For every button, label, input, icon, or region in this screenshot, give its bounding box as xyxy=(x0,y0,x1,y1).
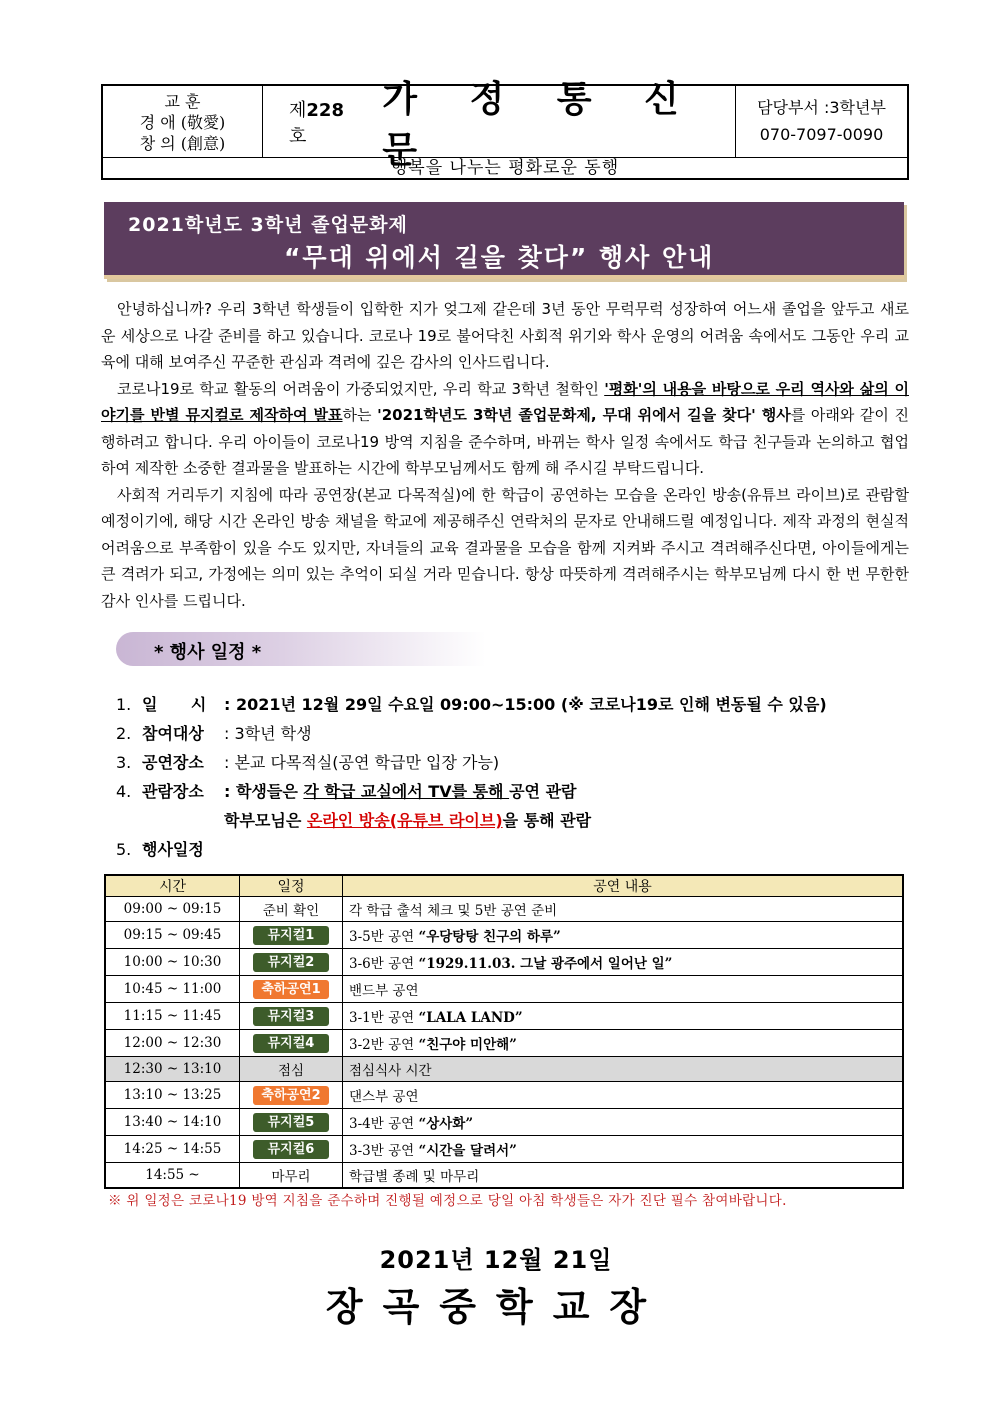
schedule-event xyxy=(240,976,343,1003)
schedule-content xyxy=(343,1030,904,1057)
schedule-event xyxy=(240,1136,343,1163)
info-viewing-parents: 학부모님은 온라인 방송(유튜브 라이브)을 통해 관람 xyxy=(224,811,592,830)
content-text: 3-5반 공연 xyxy=(349,929,419,945)
schedule-time: 13:10 ~ 13:25 xyxy=(105,1082,240,1109)
event-tag: 뮤지컬2 xyxy=(253,953,329,972)
performance-title: “시간을 달려서” xyxy=(418,1143,517,1159)
content-text: 3-1반 공연 xyxy=(349,1010,419,1026)
schedule-time: 11:15 ~ 11:45 xyxy=(105,1003,240,1030)
department-info xyxy=(735,86,907,157)
schedule-content xyxy=(343,976,904,1003)
table-row xyxy=(105,976,903,1003)
performance-title: “상사화” xyxy=(418,1116,474,1132)
motto-title: 교 훈 xyxy=(164,92,201,111)
schedule-time: 13:40 ~ 14:10 xyxy=(105,1109,240,1136)
banner-subtitle: 2021학년도 3학년 졸업문화제 xyxy=(128,214,408,236)
schedule-content xyxy=(343,897,904,922)
table-row xyxy=(105,1057,903,1082)
school-slogan: 행복을 나누는 평화로운 동행 xyxy=(103,157,907,179)
event-tag: 축하공연2 xyxy=(253,1086,329,1105)
schedule-time: 12:30 ~ 13:10 xyxy=(105,1057,240,1082)
event-tag: 뮤지컬4 xyxy=(253,1034,329,1053)
info-schedule: 5. 행사일정 xyxy=(116,840,204,859)
content-text: 점심식사 시간 xyxy=(349,1063,432,1079)
info-viewing: 4. 관람장소 : 학생들은 각 학급 교실에서 TV를 통해 공연 관람 xyxy=(116,782,577,801)
schedule-content xyxy=(343,949,904,976)
schedule-event xyxy=(240,922,343,949)
schedule-event xyxy=(240,1109,343,1136)
event-banner xyxy=(104,202,904,279)
performance-title: “LALA LAND” xyxy=(418,1010,523,1026)
info-participants: 2. 참여대상 : 3학년 학생 xyxy=(116,724,312,743)
event-tag: 축하공연1 xyxy=(253,980,329,999)
schedule-content xyxy=(343,1057,904,1082)
motto-line-1: 경 애 (敬愛) xyxy=(139,113,226,132)
event-tag: 뮤지컬6 xyxy=(253,1140,329,1159)
schedule-content xyxy=(343,1082,904,1109)
banner-title: “무대 위에서 길을 찾다” 행사 안내 xyxy=(284,243,715,272)
table-row xyxy=(105,1030,903,1057)
letter-body xyxy=(101,296,909,614)
newsletter-title: 가 정 통 신 문 xyxy=(382,77,699,171)
schedule-time: 10:00 ~ 10:30 xyxy=(105,949,240,976)
table-row xyxy=(105,897,903,922)
table-row xyxy=(105,1003,903,1030)
paragraph-1: 안녕하십니까? 우리 3학년 학생들이 입학한 지가 엊그제 같은데 3년 동안 무럭무럭 성장하여 어느새 졸업을 앞두고 새로운 세상으로 나갈 준비를 하고 있습니다. 코로나 19로 불어닥친 사회적 위기와 학사 운영의 어려움 속에서도 그동안 우리 교육에 대해 보여주신 꾸준한 관심과 격려에 깊은 감사의 인사드립니다. xyxy=(101,300,909,371)
schedule-event: 점심 xyxy=(240,1057,343,1082)
schedule-note: ※ 위 일정은 코로나19 방역 지침을 준수하며 진행될 예정으로 당일 아침 학생들은 자가 진단 필수 참여바랍니다. xyxy=(108,1193,787,1209)
content-text: 3-3반 공연 xyxy=(349,1143,419,1159)
department-phone: 070-7097-0090 xyxy=(759,125,884,144)
schedule-table xyxy=(104,874,904,1189)
department-name: 담당부서 :3학년부 xyxy=(757,98,886,117)
col-content: 공연 내용 xyxy=(343,875,904,897)
motto-line-2: 창 의 (創意) xyxy=(139,134,226,153)
schedule-time: 09:00 ~ 09:15 xyxy=(105,897,240,922)
school-motto xyxy=(103,86,263,157)
table-row xyxy=(105,1163,903,1189)
table-row xyxy=(105,1109,903,1136)
schedule-content xyxy=(343,1109,904,1136)
paragraph-3: 사회적 거리두기 지침에 따라 공연장(본교 다목적실)에 한 학급이 공연하는 모습을 온라인 방송(유튜브 라이브)로 관람할 예정이기에, 해당 시간 온라인 방송 채널을 학교에 제공해주신 연락처의 문자로 안내해드릴 예정입니다. 제작 과정의 현실적 어려움으로 부족함이 있을 수도 있지만, 자녀들의 교육 결과물을 모습을 함께 지켜봐 주시고 격려해주신다면, 아이들에게는 큰 격려가 되고, 가정에는 의미 있는 추억이 되실 거라 믿습니다. 항상 따뜻하게 격려해주시는 학부모님께 다시 한 번 무한한 감사 인사를 드립니다. xyxy=(101,485,909,610)
performance-title: “친구야 미안해” xyxy=(418,1037,517,1053)
event-tag: 뮤지컬5 xyxy=(253,1113,329,1132)
col-event: 일정 xyxy=(240,875,343,897)
schedule-event xyxy=(240,1003,343,1030)
table-header-row xyxy=(105,875,903,897)
performance-title: “우당탕탕 친구의 하루” xyxy=(418,929,561,945)
schedule-content xyxy=(343,1003,904,1030)
schedule-content xyxy=(343,1163,904,1189)
content-text: 각 학급 출석 체크 및 5반 공연 준비 xyxy=(349,903,558,919)
schedule-event: 마무리 xyxy=(240,1163,343,1189)
newsletter-header xyxy=(101,77,909,180)
event-tag: 뮤지컬1 xyxy=(253,926,329,945)
content-text: 학급별 종례 및 마무리 xyxy=(349,1169,480,1185)
table-row xyxy=(105,949,903,976)
info-date: 1. 일 시 : 2021년 12월 29일 수요일 09:00~15:00 (※ 코로나19로 인해 변동될 수 있음) xyxy=(116,695,827,714)
event-info-list xyxy=(116,690,827,864)
table-row xyxy=(105,1136,903,1163)
schedule-event xyxy=(240,949,343,976)
issue-number: 제228호 xyxy=(289,99,344,147)
event-tag: 뮤지컬3 xyxy=(253,1007,329,1026)
schedule-content xyxy=(343,1136,904,1163)
paragraph-2: 코로나19로 학교 활동의 어려움이 가중되었지만, 우리 학교 3학년 철학인 '평화'의 내용을 바탕으로 우리 역사와 삶의 이야기를 반별 뮤지컬로 제작하여 발표하는 '2021학년도 3학년 졸업문화제, 무대 위에서 길을 찾다' 행사를 아래와 같이 진행하려고 합니다. 우리 아이들이 코로나19 방역 지침을 준수하며, 바뀌는 학사 일정 속에서도 학급 친구들과 논의하고 협업하여 제작한 소중한 결과물을 발표하는 시간에 학부모님께서도 함께 해 주시길 부탁드립니다. xyxy=(101,379,909,477)
issue-date: 2021년 12월 21일 xyxy=(379,1246,613,1274)
info-venue: 3. 공연장소 : 본교 다목적실(공연 학급만 입장 가능) xyxy=(116,753,500,772)
content-text: 댄스부 공연 xyxy=(349,1089,419,1105)
col-time: 시간 xyxy=(105,875,240,897)
content-text: 3-4반 공연 xyxy=(349,1116,419,1132)
schedule-time: 14:25 ~ 14:55 xyxy=(105,1136,240,1163)
table-row xyxy=(105,1082,903,1109)
principal-signature: 장곡중학교장 xyxy=(325,1285,667,1329)
schedule-event: 준비 확인 xyxy=(240,897,343,922)
schedule-time: 12:00 ~ 12:30 xyxy=(105,1030,240,1057)
section-title: * 행사 일정 * xyxy=(116,632,486,666)
schedule-event xyxy=(240,1030,343,1057)
content-text: 밴드부 공연 xyxy=(349,983,419,999)
content-text: 3-6반 공연 xyxy=(349,956,419,972)
content-text: 3-2반 공연 xyxy=(349,1037,419,1053)
schedule-event xyxy=(240,1082,343,1109)
schedule-time: 14:55 ~ xyxy=(105,1163,240,1189)
schedule-time: 10:45 ~ 11:00 xyxy=(105,976,240,1003)
schedule-time: 09:15 ~ 09:45 xyxy=(105,922,240,949)
schedule-content xyxy=(343,922,904,949)
performance-title: “1929.11.03. 그날 광주에서 일어난 일” xyxy=(418,956,673,972)
table-row xyxy=(105,922,903,949)
